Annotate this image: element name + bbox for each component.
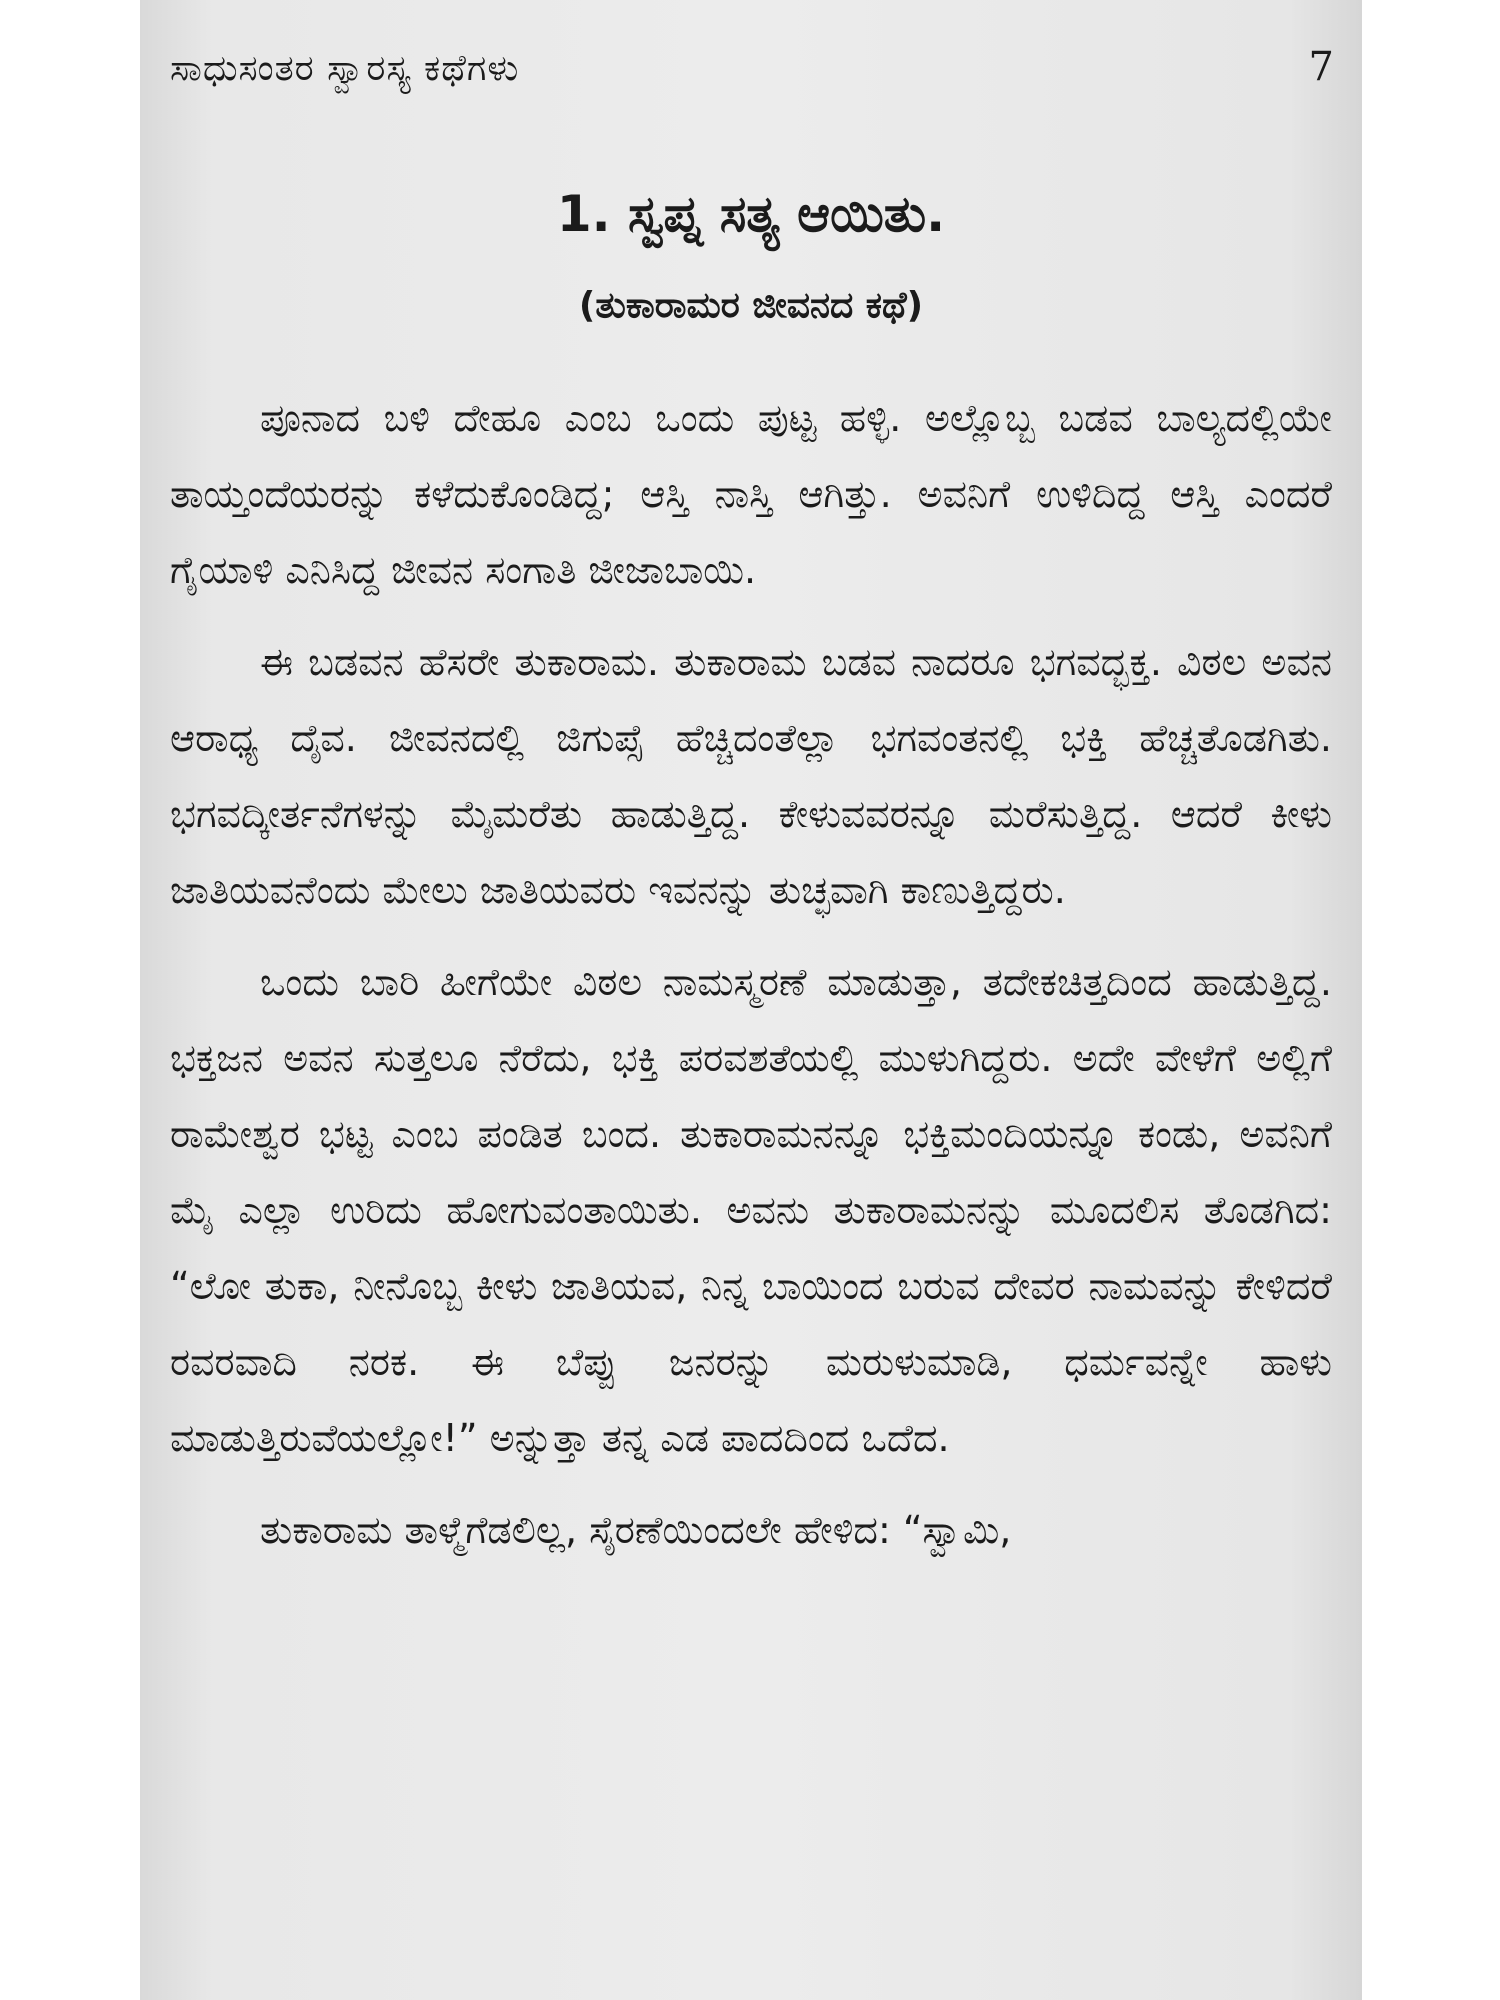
- running-header-title: ಸಾಧುಸಂತರ ಸ್ವಾರಸ್ಯ ಕಥೆಗಳು: [170, 48, 520, 89]
- chapter-title: 1. ಸ್ವಪ್ನ ಸತ್ಯ ಆಯಿತು.: [556, 185, 946, 243]
- body-text: [170, 380, 1332, 1584]
- page-number: 7: [1308, 44, 1334, 90]
- chapter-subtitle: (ತುಕಾರಾಮರ ಜೀವನದ ಕಥೆ): [578, 285, 924, 326]
- paragraph-1: ಪೂನಾದ ಬಳಿ ದೇಹೂ ಎಂಬ ಒಂದು ಪುಟ್ಟ ಹಳ್ಳಿ. ಅಲ್ಲೊಬ್ಬ ಬಡವ ಬಾಲ್ಯದಲ್ಲಿಯೇ ತಾಯ್ತಂದೆಯರನ್ನು ಕಳೆದುಕೊಂಡಿದ್ದ; ಆಸ್ತಿ ನಾಸ್ತಿ ಆಗಿತ್ತು. ಅವನಿಗೆ ಉಳಿದಿದ್ದ ಆಸ್ತಿ ಎಂದರೆ ಗೈಯಾಳಿ ಎನಿಸಿದ್ದ ಜೀವನ ಸಂಗಾತಿ ಜೀಜಾಬಾಯಿ.: [170, 396, 1332, 592]
- book-page: [140, 0, 1362, 2000]
- paragraph-2: ಈ ಬಡವನ ಹೆಸರೇ ತುಕಾರಾಮ. ತುಕಾರಾಮ ಬಡವ ನಾದರೂ ಭಗವದ್ಭಕ್ತ. ವಿಠಲ ಅವನ ಆರಾಧ್ಯ ದೈವ. ಜೀವನದಲ್ಲಿ ಜಿಗುಪ್ಸೆ ಹೆಚ್ಚಿದಂತೆಲ್ಲಾ ಭಗವಂತನಲ್ಲಿ ಭಕ್ತಿ ಹೆಚ್ಚತೊಡಗಿತು. ಭಗವದ್ಕೀರ್ತನೆಗಳನ್ನು ಮೈಮರೆತು ಹಾಡುತ್ತಿದ್ದ. ಕೇಳುವವರನ್ನೂ ಮರೆಸುತ್ತಿದ್ದ. ಆದರೆ ಕೀಳು ಜಾತಿಯವನೆಂದು ಮೇಲು ಜಾತಿಯವರು ಇವನನ್ನು ತುಚ್ಛವಾಗಿ ಕಾಣುತ್ತಿದ್ದರು.: [170, 640, 1332, 912]
- paragraph-4: ತುಕಾರಾಮ ತಾಳ್ಮೆಗೆಡಲಿಲ್ಲ, ಸೈರಣೆಯಿಂದಲೇ ಹೇಳಿದ: “ಸ್ವಾಮಿ,: [260, 1508, 1012, 1552]
- paragraph-3: ಒಂದು ಬಾರಿ ಹೀಗೆಯೇ ವಿಠಲ ನಾಮಸ್ಮರಣೆ ಮಾಡುತ್ತಾ, ತದೇಕಚಿತ್ತದಿಂದ ಹಾಡುತ್ತಿದ್ದ. ಭಕ್ತಜನ ಅವನ ಸುತ್ತಲೂ ನೆರೆದು, ಭಕ್ತಿ ಪರವಶತೆಯಲ್ಲಿ ಮುಳುಗಿದ್ದರು. ಅದೇ ವೇಳೆಗೆ ಅಲ್ಲಿಗೆ ರಾಮೇಶ್ವರ ಭಟ್ಟ ಎಂಬ ಪಂಡಿತ ಬಂದ. ತುಕಾರಾಮನನ್ನೂ ಭಕ್ತಿಮಂದಿಯನ್ನೂ ಕಂಡು, ಅವನಿಗೆ ಮೈ ಎಲ್ಲಾ ಉರಿದು ಹೋಗುವಂತಾಯಿತು. ಅವನು ತುಕಾರಾಮನನ್ನು ಮೂದಲಿಸ ತೊಡಗಿದ: “ಲೋ ತುಕಾ, ನೀನೊಬ್ಬ ಕೀಳು ಜಾತಿಯವ, ನಿನ್ನ ಬಾಯಿಂದ ಬರುವ ದೇವರ ನಾಮವನ್ನು ಕೇಳಿದರೆ ರವರವಾದಿ ನರಕ. ಈ ಬೆಪ್ಪು ಜನರನ್ನು ಮರುಳುಮಾಡಿ, ಧರ್ಮವನ್ನೇ ಹಾಳು ಮಾಡುತ್ತಿರುವೆಯಲ್ಲೋ!” ಅನ್ನುತ್ತಾ ತನ್ನ ಎಡ ಪಾದದಿಂದ ಒದೆದ.: [170, 960, 1332, 1460]
